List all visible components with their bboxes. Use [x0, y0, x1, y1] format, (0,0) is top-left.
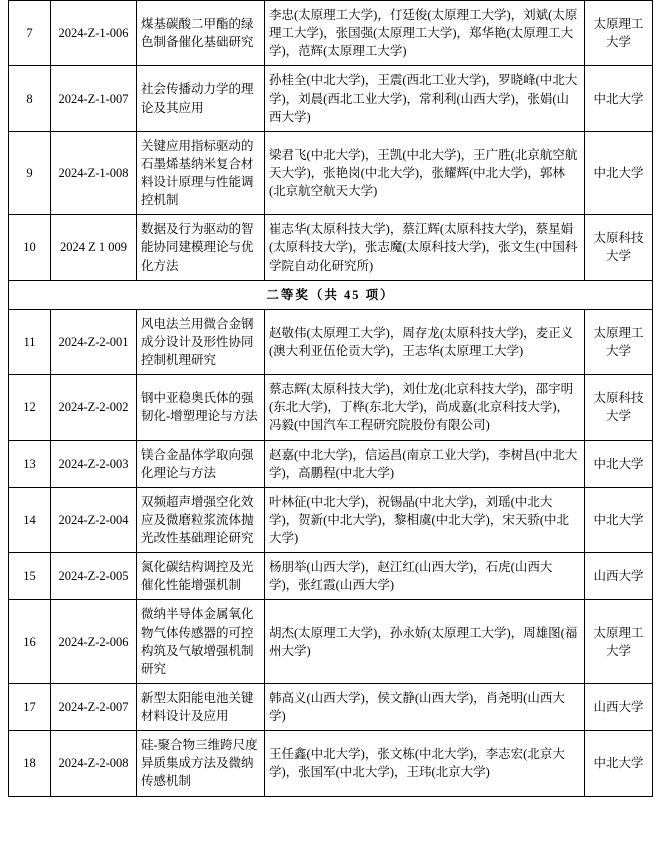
row-org-cell [585, 66, 653, 131]
row-title-cell [137, 66, 265, 131]
table-row [9, 553, 653, 600]
row-title-cell-text: 钢中亚稳奥氏体的强韧化-增塑理论与方法 [141, 391, 258, 424]
row-org-cell-text: 太原理工大学 [593, 625, 644, 658]
row-title-cell [137, 375, 265, 440]
row-code-cell [51, 683, 137, 730]
row-title-cell [137, 131, 265, 215]
row-index-cell-text: 10 [23, 240, 36, 255]
row-people-cell [265, 731, 585, 796]
row-index-cell [9, 731, 51, 796]
row-index-cell [9, 487, 51, 552]
row-people-cell [265, 1, 585, 66]
row-org-cell [585, 440, 653, 487]
row-index-cell-text: 16 [23, 634, 36, 649]
row-org-cell [585, 683, 653, 730]
row-title-cell-text: 煤基碳酸二甲酯的绿色制备催化基础研究 [141, 17, 254, 50]
row-index-cell [9, 215, 51, 280]
row-index-cell-text: 17 [23, 699, 36, 714]
row-people-cell-text: 赵嘉(中北大学)，信运昌(南京工业大学)，李树昌(中北大学)，高鹏程(中北大学) [269, 447, 578, 480]
row-org-cell [585, 1, 653, 66]
row-org-cell-text: 中北大学 [593, 165, 644, 180]
row-code-cell-text: 2024-Z-2-006 [58, 634, 129, 649]
row-title-cell [137, 731, 265, 796]
row-index-cell [9, 1, 51, 66]
row-org-cell [585, 131, 653, 215]
row-title-cell-text: 风电法兰用微合金钢成分设计及形性协同控制机理研究 [141, 316, 254, 367]
row-code-cell-text: 2024 Z 1 009 [59, 240, 127, 255]
row-org-cell [585, 375, 653, 440]
table-row [9, 440, 653, 487]
section-header-row [9, 280, 653, 309]
row-index-cell-text: 12 [23, 400, 36, 415]
row-org-cell-text: 太原理工大学 [593, 325, 644, 358]
table-row [9, 131, 653, 215]
row-code-cell-text: 2024-Z-2-001 [58, 334, 129, 349]
row-code-cell [51, 309, 137, 374]
row-org-cell-text: 太原理工大学 [593, 17, 644, 50]
row-org-cell-text: 中北大学 [593, 512, 644, 527]
row-code-cell [51, 66, 137, 131]
row-index-cell [9, 600, 51, 684]
row-code-cell [51, 131, 137, 215]
row-org-cell [585, 553, 653, 600]
row-title-cell [137, 487, 265, 552]
row-people-cell [265, 131, 585, 215]
row-index-cell [9, 683, 51, 730]
row-people-cell-text: 杨朋举(山西大学)，赵江红(山西大学)，石虎(山西大学)，张红霞(山西大学) [269, 560, 553, 593]
row-title-cell-text: 微纳半导体金属氧化物气体传感器的可控构筑及气敏增强机制研究 [141, 607, 254, 676]
row-index-cell-text: 7 [26, 26, 33, 41]
row-org-cell-text: 山西大学 [593, 569, 644, 584]
row-code-cell-text: 2024-Z-2-005 [58, 569, 129, 584]
table-row [9, 66, 653, 131]
row-index-cell-text: 15 [23, 569, 36, 584]
row-index-cell-text: 8 [26, 91, 33, 106]
row-title-cell-text: 新型太阳能电池关键材料设计及应用 [141, 690, 254, 723]
row-code-cell-text: 2024-Z-1-007 [58, 91, 129, 106]
row-title-cell [137, 600, 265, 684]
row-org-cell-text: 中北大学 [593, 456, 644, 471]
table-row [9, 487, 653, 552]
row-title-cell-text: 双频超声增强空化效应及微磨粒浆流体抛光改性基础理论研究 [141, 494, 254, 545]
row-index-cell [9, 131, 51, 215]
row-index-cell [9, 375, 51, 440]
row-people-cell-text: 韩高义(山西大学)，侯文静(山西大学)，肖尧明(山西大学) [269, 690, 565, 723]
row-title-cell-text: 关键应用指标驱动的石墨烯基纳米复合材料设计原理与性能调控机制 [141, 138, 254, 208]
row-org-cell-text: 中北大学 [593, 756, 644, 771]
row-title-cell [137, 440, 265, 487]
row-code-cell [51, 440, 137, 487]
row-index-cell [9, 66, 51, 131]
row-code-cell-text: 2024-Z-2-008 [58, 756, 129, 771]
row-code-cell-text: 2024-Z-2-004 [58, 512, 129, 527]
row-org-cell-text: 太原科技大学 [593, 231, 644, 264]
table-row [9, 1, 653, 66]
row-people-cell-text: 李忠(太原理工大学)，仃廷俊(太原理工大学)，刘斌(太原理工大学)，张国强(太原理工大学)，郑华艳(太原理工大学)，范辉(太原理工大学) [269, 8, 578, 59]
row-code-cell [51, 553, 137, 600]
row-title-cell [137, 215, 265, 280]
table-row [9, 309, 653, 374]
row-title-cell [137, 1, 265, 66]
row-people-cell [265, 215, 585, 280]
table-body [9, 1, 653, 797]
row-people-cell-text: 叶林征(中北大学)，祝锡晶(中北大学)，刘瑶(中北大学)，贺新(中北大学)，黎相虞(中北大学)，宋天骄(中北大学) [269, 494, 569, 545]
row-code-cell [51, 487, 137, 552]
row-org-cell-text: 山西大学 [593, 699, 644, 714]
section-header-label: 二等奖（共 45 项） [9, 280, 653, 309]
row-code-cell-text: 2024-Z-2-002 [58, 400, 129, 415]
row-org-cell [585, 600, 653, 684]
row-code-cell [51, 375, 137, 440]
row-title-cell [137, 683, 265, 730]
row-index-cell [9, 440, 51, 487]
row-people-cell-text: 蔡志辉(太原科技大学)，刘仕龙(北京科技大学)，邵宇明(东北大学)，丁桦(东北大学)，尚成嘉(北京科技大学)，冯毅(中国汽车工程研究院股份有限公司) [269, 382, 574, 433]
row-org-cell [585, 215, 653, 280]
row-code-cell [51, 600, 137, 684]
row-org-cell-text: 太原科技大学 [593, 391, 644, 424]
row-code-cell-text: 2024-Z-2-003 [58, 456, 129, 471]
row-people-cell-text: 王任鑫(中北大学)，张文栋(中北大学)，李志宏(北京大学)，张国军(中北大学)，王玮(北京大学) [269, 747, 565, 780]
row-people-cell-text: 孙桂全(中北大学)，王震(西北工业大学)，罗晓峰(中北大学)，刘晨(西北工业大学)，常利利(山西大学)，张娟(山西大学) [269, 73, 578, 124]
row-org-cell [585, 731, 653, 796]
row-title-cell [137, 553, 265, 600]
row-people-cell [265, 600, 585, 684]
row-title-cell-text: 数据及行为驱动的智能协同建模理论与优化方法 [141, 222, 254, 273]
row-index-cell-text: 18 [23, 756, 36, 771]
row-org-cell [585, 309, 653, 374]
row-people-cell-text: 赵敬伟(太原理工大学)，周存龙(太原科技大学)，麦正义(澳大利亚伍伦贡大学)，王志华(太原理工大学) [269, 325, 574, 358]
row-org-cell [585, 487, 653, 552]
row-people-cell [265, 375, 585, 440]
row-people-cell [265, 553, 585, 600]
row-org-cell-text: 中北大学 [593, 91, 644, 106]
row-people-cell [265, 440, 585, 487]
row-index-cell-text: 9 [26, 165, 33, 180]
row-index-cell-text: 11 [23, 334, 36, 349]
row-index-cell [9, 553, 51, 600]
row-people-cell [265, 487, 585, 552]
table-row [9, 375, 653, 440]
row-title-cell-text: 硅-聚合物三维跨尺度异质集成方法及微纳传感机制 [141, 738, 258, 789]
row-code-cell [51, 1, 137, 66]
row-title-cell-text: 社会传播动力学的理论及其应用 [141, 82, 254, 115]
row-people-cell [265, 309, 585, 374]
row-people-cell-text: 梁君飞(中北大学)，王凯(中北大学)，王广胜(北京航空航天大学)，张艳岗(中北大学)，张耀辉(中北大学)，郭林(北京航空航天大学) [269, 147, 578, 199]
row-title-cell-text: 氮化碳结构调控及光催化性能增强机制 [141, 560, 254, 593]
row-people-cell [265, 66, 585, 131]
row-people-cell [265, 683, 585, 730]
row-people-cell-text: 崔志华(太原科技大学)，蔡江辉(太原科技大学)，蔡星娟(太原科技大学)，张志魔(太原科技大学)，张文生(中国科学院自动化研究所) [269, 222, 578, 273]
table-row [9, 600, 653, 684]
table-row [9, 683, 653, 730]
row-index-cell [9, 309, 51, 374]
row-code-cell [51, 731, 137, 796]
row-code-cell-text: 2024-Z-1-006 [58, 26, 129, 41]
row-index-cell-text: 13 [23, 456, 36, 471]
award-list-table [8, 0, 653, 797]
row-title-cell-text: 镁合金晶体学取向强化理论与方法 [141, 447, 254, 480]
row-index-cell-text: 14 [23, 512, 36, 527]
row-code-cell [51, 215, 137, 280]
row-code-cell-text: 2024-Z-1-008 [58, 165, 129, 180]
row-code-cell-text: 2024-Z-2-007 [58, 699, 129, 714]
row-title-cell [137, 309, 265, 374]
row-people-cell-text: 胡杰(太原理工大学)，孙永娇(太原理工大学)，周雄图(福州大学) [269, 625, 578, 658]
table-row [9, 731, 653, 796]
table-row [9, 215, 653, 280]
